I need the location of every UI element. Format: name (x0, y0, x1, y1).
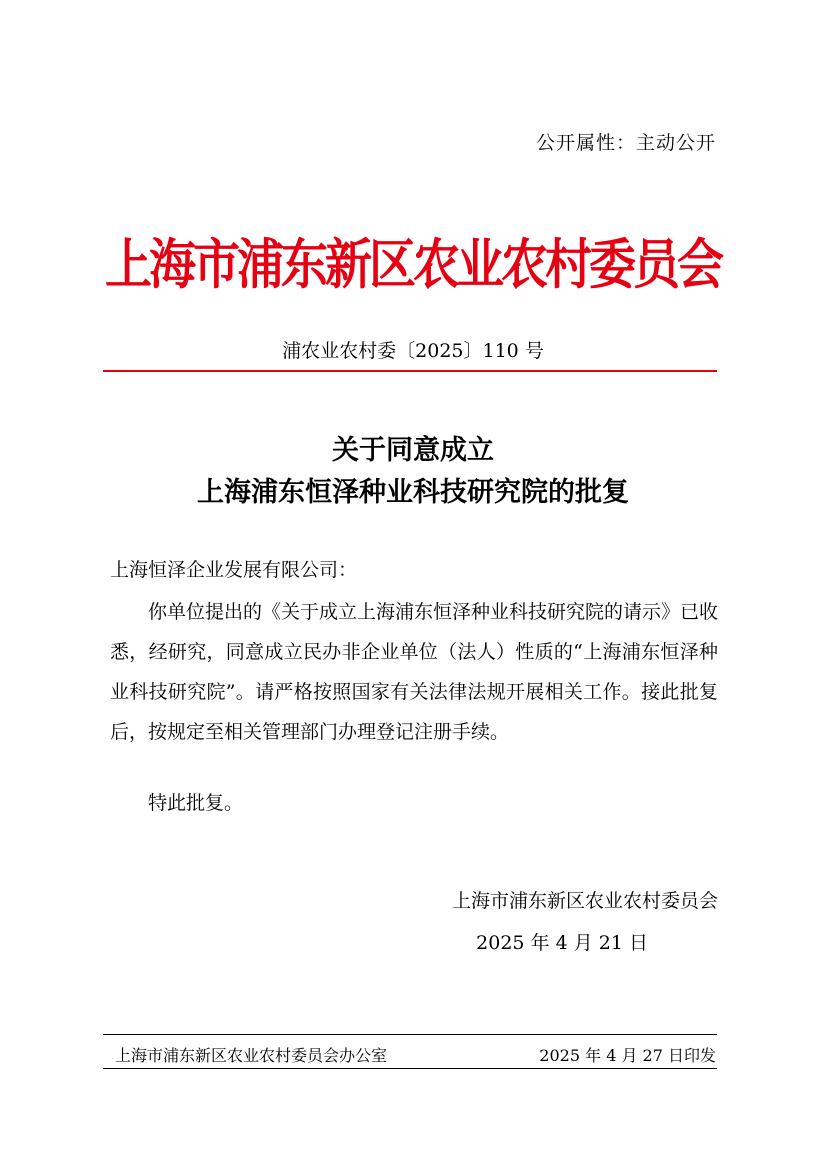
red-separator-line (103, 370, 717, 372)
document-number: 浦农业农村委〔2025〕110 号 (282, 340, 544, 362)
signature-date: 2025 年 4 月 21 日 (476, 932, 648, 954)
closing-remark: 特此批复。 (148, 792, 244, 814)
footer-print-date: 2025 年 4 月 27 日印发 (539, 1046, 716, 1065)
footer-issuing-office: 上海市浦东新区农业农村委员会办公室 (115, 1046, 388, 1065)
body-paragraph: 你单位提出的《关于成立上海浦东恒泽种业科技研究院的请示》已收悉，经研究，同意成立民办非企业单位（法人）性质的“上海浦东恒泽种业科技研究院”。请严格按照国家有关法律法规开展相关工作。接此批复后，按规定至相关管理部门办理登记注册手续。 (110, 601, 719, 743)
disclosure-attribute: 公开属性：主动公开 (535, 132, 716, 154)
footer-top-rule (103, 1034, 717, 1035)
document-title-line-2: 上海浦东恒泽种业科技研究院的批复 (197, 477, 629, 508)
signature-organization: 上海市浦东新区农业农村委员会 (451, 890, 718, 912)
document-title-line-1: 关于同意成立 (332, 435, 494, 466)
footer-bottom-rule (103, 1068, 717, 1069)
issuing-authority-header: 上海市浦东新区农业农村委员会 (105, 233, 721, 297)
salutation: 上海恒泽企业发展有限公司： (110, 559, 358, 581)
